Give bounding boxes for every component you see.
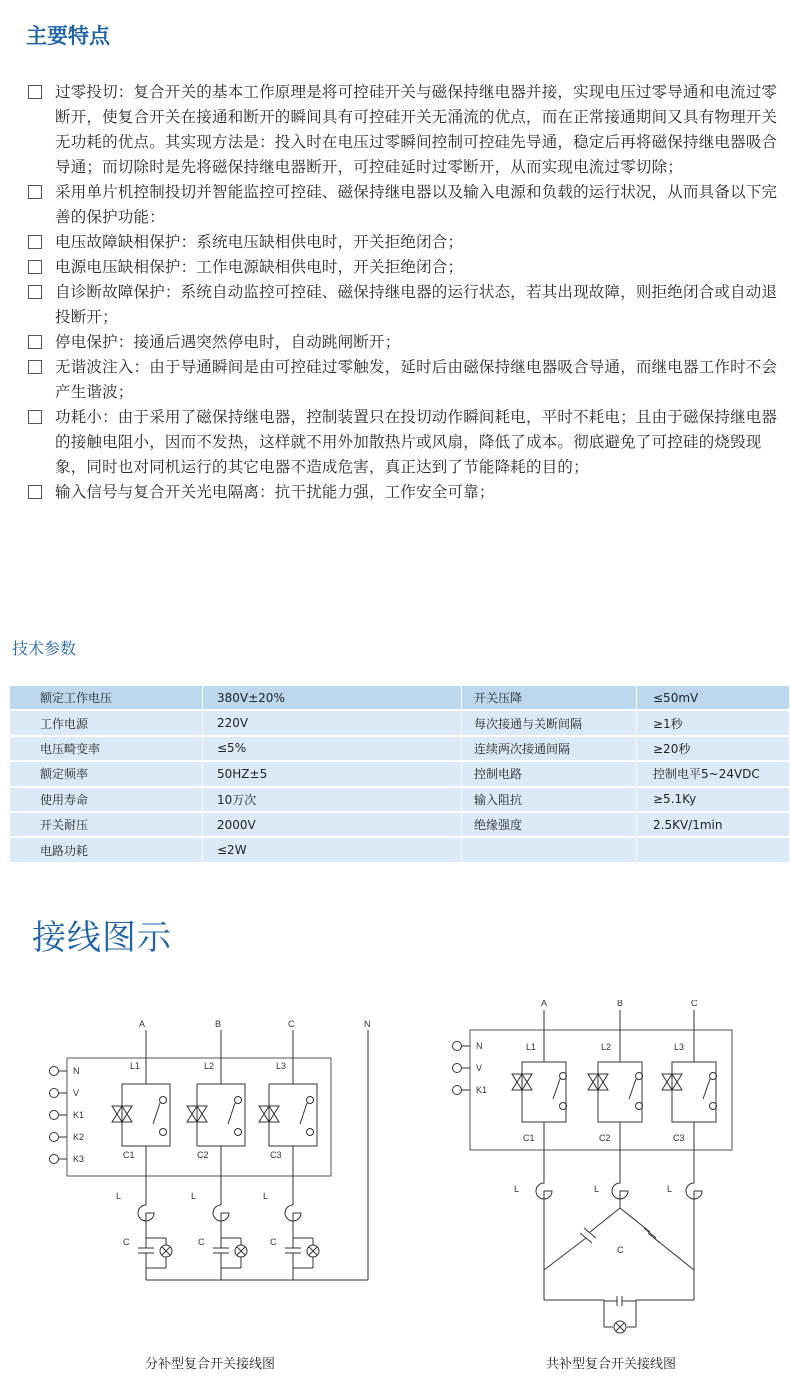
wiring-title: 接线图示 — [32, 918, 172, 958]
capacitor-label: C — [198, 1237, 205, 1247]
line-label: L3 — [276, 1061, 287, 1071]
phase-unit — [112, 1030, 172, 1280]
relay-contact-icon — [307, 1129, 314, 1136]
spec-value: 380V±20% — [203, 686, 462, 710]
feature-item: 功耗小：由于采用了磁保持继电器，控制装置只在投切动作瞬间耗电，平时不耗电；且由于磁保持继电器的接触电阻小，因而不发热，这样就不用外加散热片或风扇，降低了成本。彻底避免了可控硅的烧毁现象，同时也对同机运行的其它电器不造成危害，真正达到了节能降耗的目的； — [28, 405, 778, 480]
phase-unit — [187, 1030, 247, 1280]
phase-label: C — [288, 1019, 295, 1029]
spec-value: ≤5% — [203, 736, 462, 761]
spec-value — [637, 837, 790, 862]
terminal-icon — [50, 1155, 59, 1164]
spec-key: 开关耐压 — [10, 812, 203, 837]
terminal-icon — [453, 1042, 462, 1051]
cap-terminal-label: C3 — [673, 1133, 685, 1143]
line-label: L1 — [526, 1042, 537, 1052]
feature-item: 自诊断故障保护：系统自动监控可控硅、磁保持继电器的运行状态，若其出现故障，则拒绝闭合或自动退投断开； — [28, 280, 778, 330]
diagram-left-caption: 分补型复合开关接线图 — [145, 1357, 276, 1372]
spec-key: 电压畸变率 — [10, 736, 203, 761]
terminal-icon — [453, 1086, 462, 1095]
spec-key: 每次接通与关断间隔 — [462, 710, 637, 735]
table-row — [10, 736, 790, 761]
feature-item: 过零投切：复合开关的基本工作原理是将可控硅开关与磁保持继电器并接，实现电压过零导通和电流过零断开，使复合开关在接通和断开的瞬间具有可控硅开关无涌流的优点，而在正常接通期间又具有物理开关无功耗的优点。其实现方法是：投入时在电压过零瞬间控制可控硅先导通，稳定后再将磁保持继电器吸合导通；而切除时是先将磁保持继电器断开，可控硅延时过零断开，从而实现电流过零切除； — [28, 80, 778, 180]
specs-title: 技术参数 — [12, 639, 77, 658]
relay-contact-icon — [560, 1103, 567, 1110]
diagram-left — [50, 1019, 371, 1280]
terminal-icon — [50, 1067, 59, 1076]
feature-item: 电源电压缺相保护：工作电源缺相供电时，开关拒绝闭合； — [28, 255, 778, 280]
spec-key: 绝缘强度 — [462, 812, 637, 837]
inductor-label: L — [116, 1191, 122, 1201]
spec-value: 10万次 — [203, 787, 462, 812]
phase-unit — [662, 1010, 717, 1270]
checkbox-icon — [28, 260, 42, 274]
table-row — [10, 787, 790, 812]
terminal-icon — [50, 1111, 59, 1120]
checkbox-icon — [28, 235, 42, 249]
inductor-label: L — [263, 1191, 269, 1201]
inductor-label: L — [191, 1191, 197, 1201]
feature-item: 停电保护：接通后遇突然停电时，自动跳闸断开； — [28, 330, 778, 355]
specs-table — [10, 686, 790, 864]
line-label: L1 — [130, 1061, 141, 1071]
relay-contact-icon — [636, 1073, 643, 1080]
table-row — [10, 686, 790, 710]
spec-value: ≤50mV — [637, 686, 790, 710]
table-row — [10, 837, 790, 862]
diagram-right-caption: 共补型复合开关接线图 — [546, 1357, 677, 1372]
relay-contact-icon — [307, 1097, 314, 1104]
inductor-icon — [686, 1176, 702, 1270]
checkbox-icon — [28, 485, 42, 499]
cap-terminal-label: C2 — [197, 1150, 209, 1160]
feature-item: 采用单片机控制投切并智能监控可控硅、磁保持继电器以及输入电源和负载的运行状况，从而具备以下完善的保护功能： — [28, 180, 778, 230]
terminal-label: N — [476, 1041, 483, 1051]
spec-value: 2000V — [203, 812, 462, 837]
spec-key: 连续两次接通间隔 — [462, 736, 637, 761]
capacitor-label: C — [617, 1245, 624, 1255]
relay-contact-icon — [160, 1129, 167, 1136]
capacitor-icon — [644, 1228, 656, 1238]
capacitor-label: C — [123, 1237, 130, 1247]
feature-item: 电压故障缺相保护：系统电压缺相供电时，开关拒绝闭合； — [28, 230, 778, 255]
spec-key: 使用寿命 — [10, 787, 203, 812]
inductor-icon — [138, 1190, 154, 1235]
feature-item: 无谐波注入：由于导通瞬间是由可控硅过零触发，延时后由磁保持继电器吸合导通，而继电器工作时不会产生谐波； — [28, 355, 778, 405]
phase-label: B — [215, 1019, 222, 1029]
inductor-icon — [213, 1190, 229, 1235]
spec-key: 额定工作电压 — [10, 686, 203, 710]
checkbox-icon — [28, 335, 42, 349]
spec-value: 220V — [203, 710, 462, 735]
capacitor-label: C — [270, 1237, 277, 1247]
terminal-label: K2 — [73, 1132, 85, 1142]
checkbox-icon — [28, 360, 42, 374]
spec-value: ≥20秒 — [637, 736, 790, 761]
spec-value: ≥1秒 — [637, 710, 790, 735]
table-row — [10, 812, 790, 837]
capacitor-icon — [584, 1228, 596, 1238]
line-label: L2 — [204, 1061, 215, 1071]
inductor-icon — [612, 1176, 628, 1208]
terminal-label: K1 — [476, 1085, 488, 1095]
relay-contact-icon — [710, 1073, 717, 1080]
inductor-label: L — [514, 1184, 520, 1194]
diagram-right — [453, 1000, 733, 1333]
inductor-icon — [536, 1176, 552, 1270]
spec-key: 额定频率 — [10, 761, 203, 786]
line-label: L2 — [601, 1042, 612, 1052]
phase-unit — [259, 1030, 319, 1280]
phase-label: A — [541, 1000, 548, 1008]
features-title: 主要特点 — [26, 24, 110, 48]
relay-contact-icon — [560, 1073, 567, 1080]
relay-contact-icon — [636, 1103, 643, 1110]
checkbox-icon — [28, 410, 42, 424]
phase-label: A — [139, 1019, 146, 1029]
phase-unit — [512, 1010, 567, 1270]
inductor-icon — [285, 1190, 301, 1235]
phase-label: C — [691, 1000, 698, 1008]
terminal-icon — [453, 1064, 462, 1073]
spec-key: 开关压降 — [462, 686, 637, 710]
wiring-diagrams — [0, 1000, 790, 1345]
terminal-label: V — [73, 1088, 80, 1098]
terminal-label: N — [73, 1066, 80, 1076]
spec-value: 2.5KV/1min — [637, 812, 790, 837]
inductor-label: L — [667, 1184, 673, 1194]
table-row — [10, 761, 790, 786]
spec-value: ≥5.1Ky — [637, 787, 790, 812]
cap-terminal-label: C3 — [270, 1150, 282, 1160]
neutral-label: N — [364, 1019, 371, 1029]
table-row — [10, 710, 790, 735]
checkbox-icon — [28, 85, 42, 99]
terminal-label: K1 — [73, 1110, 85, 1120]
relay-contact-icon — [710, 1103, 717, 1110]
phase-label: B — [617, 1000, 624, 1008]
cap-terminal-label: C1 — [523, 1133, 535, 1143]
relay-contact-icon — [160, 1097, 167, 1104]
cap-terminal-label: C1 — [123, 1150, 135, 1160]
terminal-label: V — [476, 1063, 483, 1073]
spec-key: 电路功耗 — [10, 837, 203, 862]
spec-key: 工作电源 — [10, 710, 203, 735]
spec-key — [462, 837, 637, 862]
phase-unit — [588, 1010, 643, 1208]
relay-contact-icon — [235, 1129, 242, 1136]
delta-capacitor-network — [544, 1208, 694, 1333]
inductor-label: L — [594, 1184, 600, 1194]
spec-value: 控制电平5~24VDC — [637, 761, 790, 786]
line-label: L3 — [674, 1042, 685, 1052]
spec-value: ≤2W — [203, 837, 462, 862]
terminal-icon — [50, 1133, 59, 1142]
terminal-label: K3 — [73, 1154, 85, 1164]
relay-contact-icon — [235, 1097, 242, 1104]
spec-key: 控制电路 — [462, 761, 637, 786]
spec-key: 输入阻抗 — [462, 787, 637, 812]
feature-item: 输入信号与复合开关光电隔离：抗干扰能力强，工作安全可靠； — [28, 480, 778, 505]
terminal-icon — [50, 1089, 59, 1098]
checkbox-icon — [28, 185, 42, 199]
features-list — [28, 80, 778, 505]
spec-value: 50HZ±5 — [203, 761, 462, 786]
checkbox-icon — [28, 285, 42, 299]
cap-terminal-label: C2 — [599, 1133, 611, 1143]
